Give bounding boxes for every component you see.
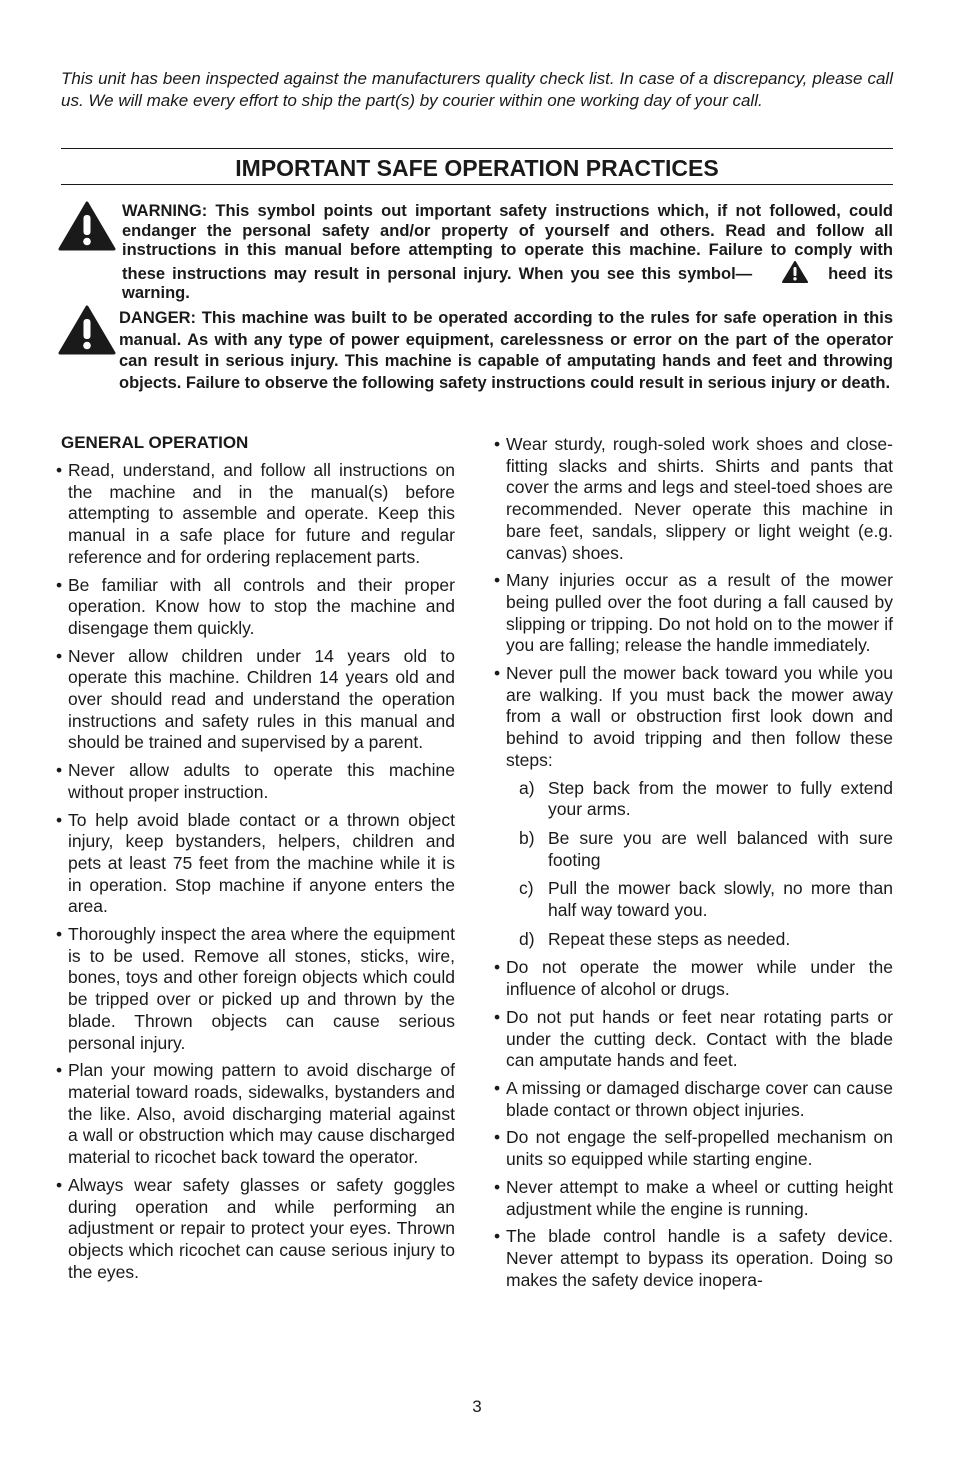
section-heading: GENERAL OPERATION (61, 433, 249, 452)
step-text: Repeat these steps as needed. (548, 928, 791, 949)
right-column (494, 434, 893, 1297)
right-bullet-list-b (494, 957, 893, 1291)
step-text: Pull the mower back slowly, no more than half way toward you. (548, 878, 893, 921)
bullet-icon: • (56, 574, 63, 595)
bullet-icon: • (56, 760, 63, 781)
list-item (56, 924, 455, 1054)
list-item (56, 646, 455, 755)
list-item-text: A missing or damaged discharge cover can cause blade contact or thrown object injuries. (506, 1077, 893, 1120)
list-item-text: Be familiar with all controls and their proper operation. Know how to stop the machine and disengage them quickly. (68, 574, 455, 638)
title-top-rule (61, 148, 893, 149)
list-item (494, 1078, 893, 1121)
bullet-icon: • (494, 1226, 501, 1247)
list-item-text: Never allow children under 14 years old to operate this machine. Children 14 years old and over should read and understand the operation instructions and safety rules in this manual and should be trained and supervised by a parent. (68, 645, 455, 753)
bullet-icon: • (56, 460, 63, 480)
step-item (494, 828, 893, 871)
list-item (494, 1177, 893, 1220)
danger-statement: DANGER: This machine was built to be operated according to the rules for safe operation in this manual. As with any type of power equipment, carelessness or error on the part of the operator can result in serious injury. This machine is capable of amputating hands and feet and throwing objects. Failure to observe the following safety instructions could result in serious injury or death. (119, 309, 893, 392)
bullet-icon: • (56, 924, 63, 945)
danger-triangle-icon (58, 305, 116, 355)
list-item-text: The blade control handle is a safety device. Never attempt to bypass its operation. Doing so makes the safety device inopera- (506, 1226, 893, 1290)
warning-text: WARNING: This symbol points out important safety instructions which, if not followed, could endanger the personal safety and/or property of yourself and others. Read and follow all instructions in this manual before attempting to operate this machine. Failure to comply with these instructions may result in personal injury. When you see this symbol— (122, 202, 893, 283)
step-item (494, 878, 893, 921)
warning-tail: heed its warning. (122, 264, 893, 302)
bullet-icon: • (494, 1077, 501, 1098)
list-item-text: Wear sturdy, rough-soled work shoes and close-fitting slacks and shirts. Shirts and pants that cover the arms and legs and steel-toed shoes are recommended. Never operate this machine in bare feet, sandals, slippery or light weight (e.g. canvas) shoes. (506, 434, 893, 563)
list-item (56, 575, 455, 640)
bullet-icon: • (494, 1006, 501, 1027)
bullet-icon: • (56, 1060, 63, 1081)
intro-paragraph: This unit has been inspected against the manufacturers quality check list. In case of a discrepancy, please call us. We will make every effort to ship the part(s) by courier within one working day of your call. (61, 69, 893, 110)
step-letter: d) (519, 928, 535, 949)
steps-list (494, 778, 893, 951)
warning-triangle-icon (58, 201, 116, 251)
list-item (494, 957, 893, 1000)
bullet-icon: • (56, 809, 63, 830)
page-title: IMPORTANT SAFE OPERATION PRACTICES (235, 155, 719, 181)
step-letter: a) (519, 777, 535, 798)
bullet-icon: • (494, 1127, 501, 1148)
bullet-icon: • (494, 957, 501, 978)
left-column (56, 432, 455, 1289)
bullet-icon: • (494, 434, 501, 454)
list-item-text: Many injuries occur as a result of the mower being pulled over the foot during a fall caused by slipping or tripping. Do not hold on to the mower if you are falling; release the handle immediately. (506, 570, 893, 656)
step-text: Be sure you are well balanced with sure footing (548, 827, 893, 870)
step-letter: b) (519, 827, 535, 848)
list-item-text: Always wear safety glasses or safety goggles during operation and while performing an adjustment or repair to protect your eyes. Thrown objects which ricochet can cause serious injury to the eyes. (68, 1174, 455, 1282)
list-item (494, 1007, 893, 1072)
list-item (494, 570, 893, 657)
warning-triangle-icon (782, 261, 808, 283)
right-bullet-list-a (494, 434, 893, 772)
bullet-icon: • (494, 1176, 501, 1197)
list-item (56, 1060, 455, 1169)
list-item-text: Thoroughly inspect the area where the equipment is to be used. Remove all stones, sticks, wire, bones, toys and other foreign objects which could be tripped over or picked up and thrown by the blade. Thrown objects can cause serious personal injury. (68, 924, 455, 1053)
list-item (494, 434, 893, 564)
bullet-icon: • (56, 1174, 63, 1195)
list-item (56, 1175, 455, 1284)
list-item-text: Do not operate the mower while under the influence of alcohol or drugs. (506, 957, 893, 1000)
list-item-text: Do not put hands or feet near rotating parts or under the cutting deck. Contact with the blade can amputate hands and feet. (506, 1006, 893, 1071)
list-item (56, 810, 455, 919)
list-item (56, 760, 455, 803)
step-item (494, 929, 893, 951)
warning-statement (122, 202, 893, 304)
list-item-text: Read, understand, and follow all instructions on the machine and in the manual(s) before attempting to assemble and operate. Keep this manual in a safe place for future and regular reference and for ordering replacement parts. (68, 460, 455, 567)
list-item-text: Plan your mowing pattern to avoid discharge of material toward roads, sidewalks, bystanders and the like. Also, avoid discharging material against a wall or obstruction which may cause discharged material to ricochet back toward the operator. (68, 1060, 455, 1168)
step-text: Step back from the mower to fully extend your arms. (548, 777, 893, 820)
list-item (494, 663, 893, 772)
step-letter: c) (519, 878, 534, 899)
bullet-icon: • (494, 663, 501, 684)
page-number: 3 (472, 1397, 482, 1416)
list-item-text: Do not engage the self-propelled mechanism on units so equipped while starting engine. (506, 1127, 893, 1170)
list-item (56, 460, 455, 569)
step-item (494, 778, 893, 821)
title-bottom-rule (61, 184, 893, 185)
list-item-text: Never allow adults to operate this machine without proper instruction. (68, 760, 455, 802)
list-item-text: Never attempt to make a wheel or cutting height adjustment while the engine is running. (506, 1176, 893, 1219)
left-bullet-list (56, 460, 455, 1283)
list-item (494, 1127, 893, 1170)
list-item-text: Never pull the mower back toward you while you are walking. If you must back the mower away from a wall or obstruction first look down and behind to avoid tripping and then follow these steps: (506, 663, 893, 770)
list-item (494, 1226, 893, 1291)
bullet-icon: • (494, 570, 501, 591)
bullet-icon: • (56, 645, 63, 666)
list-item-text: To help avoid blade contact or a thrown object injury, keep bystanders, helpers, children and pets at least 75 feet from the machine while it is in operation. Stop machine if anyone enters the area. (68, 809, 455, 917)
